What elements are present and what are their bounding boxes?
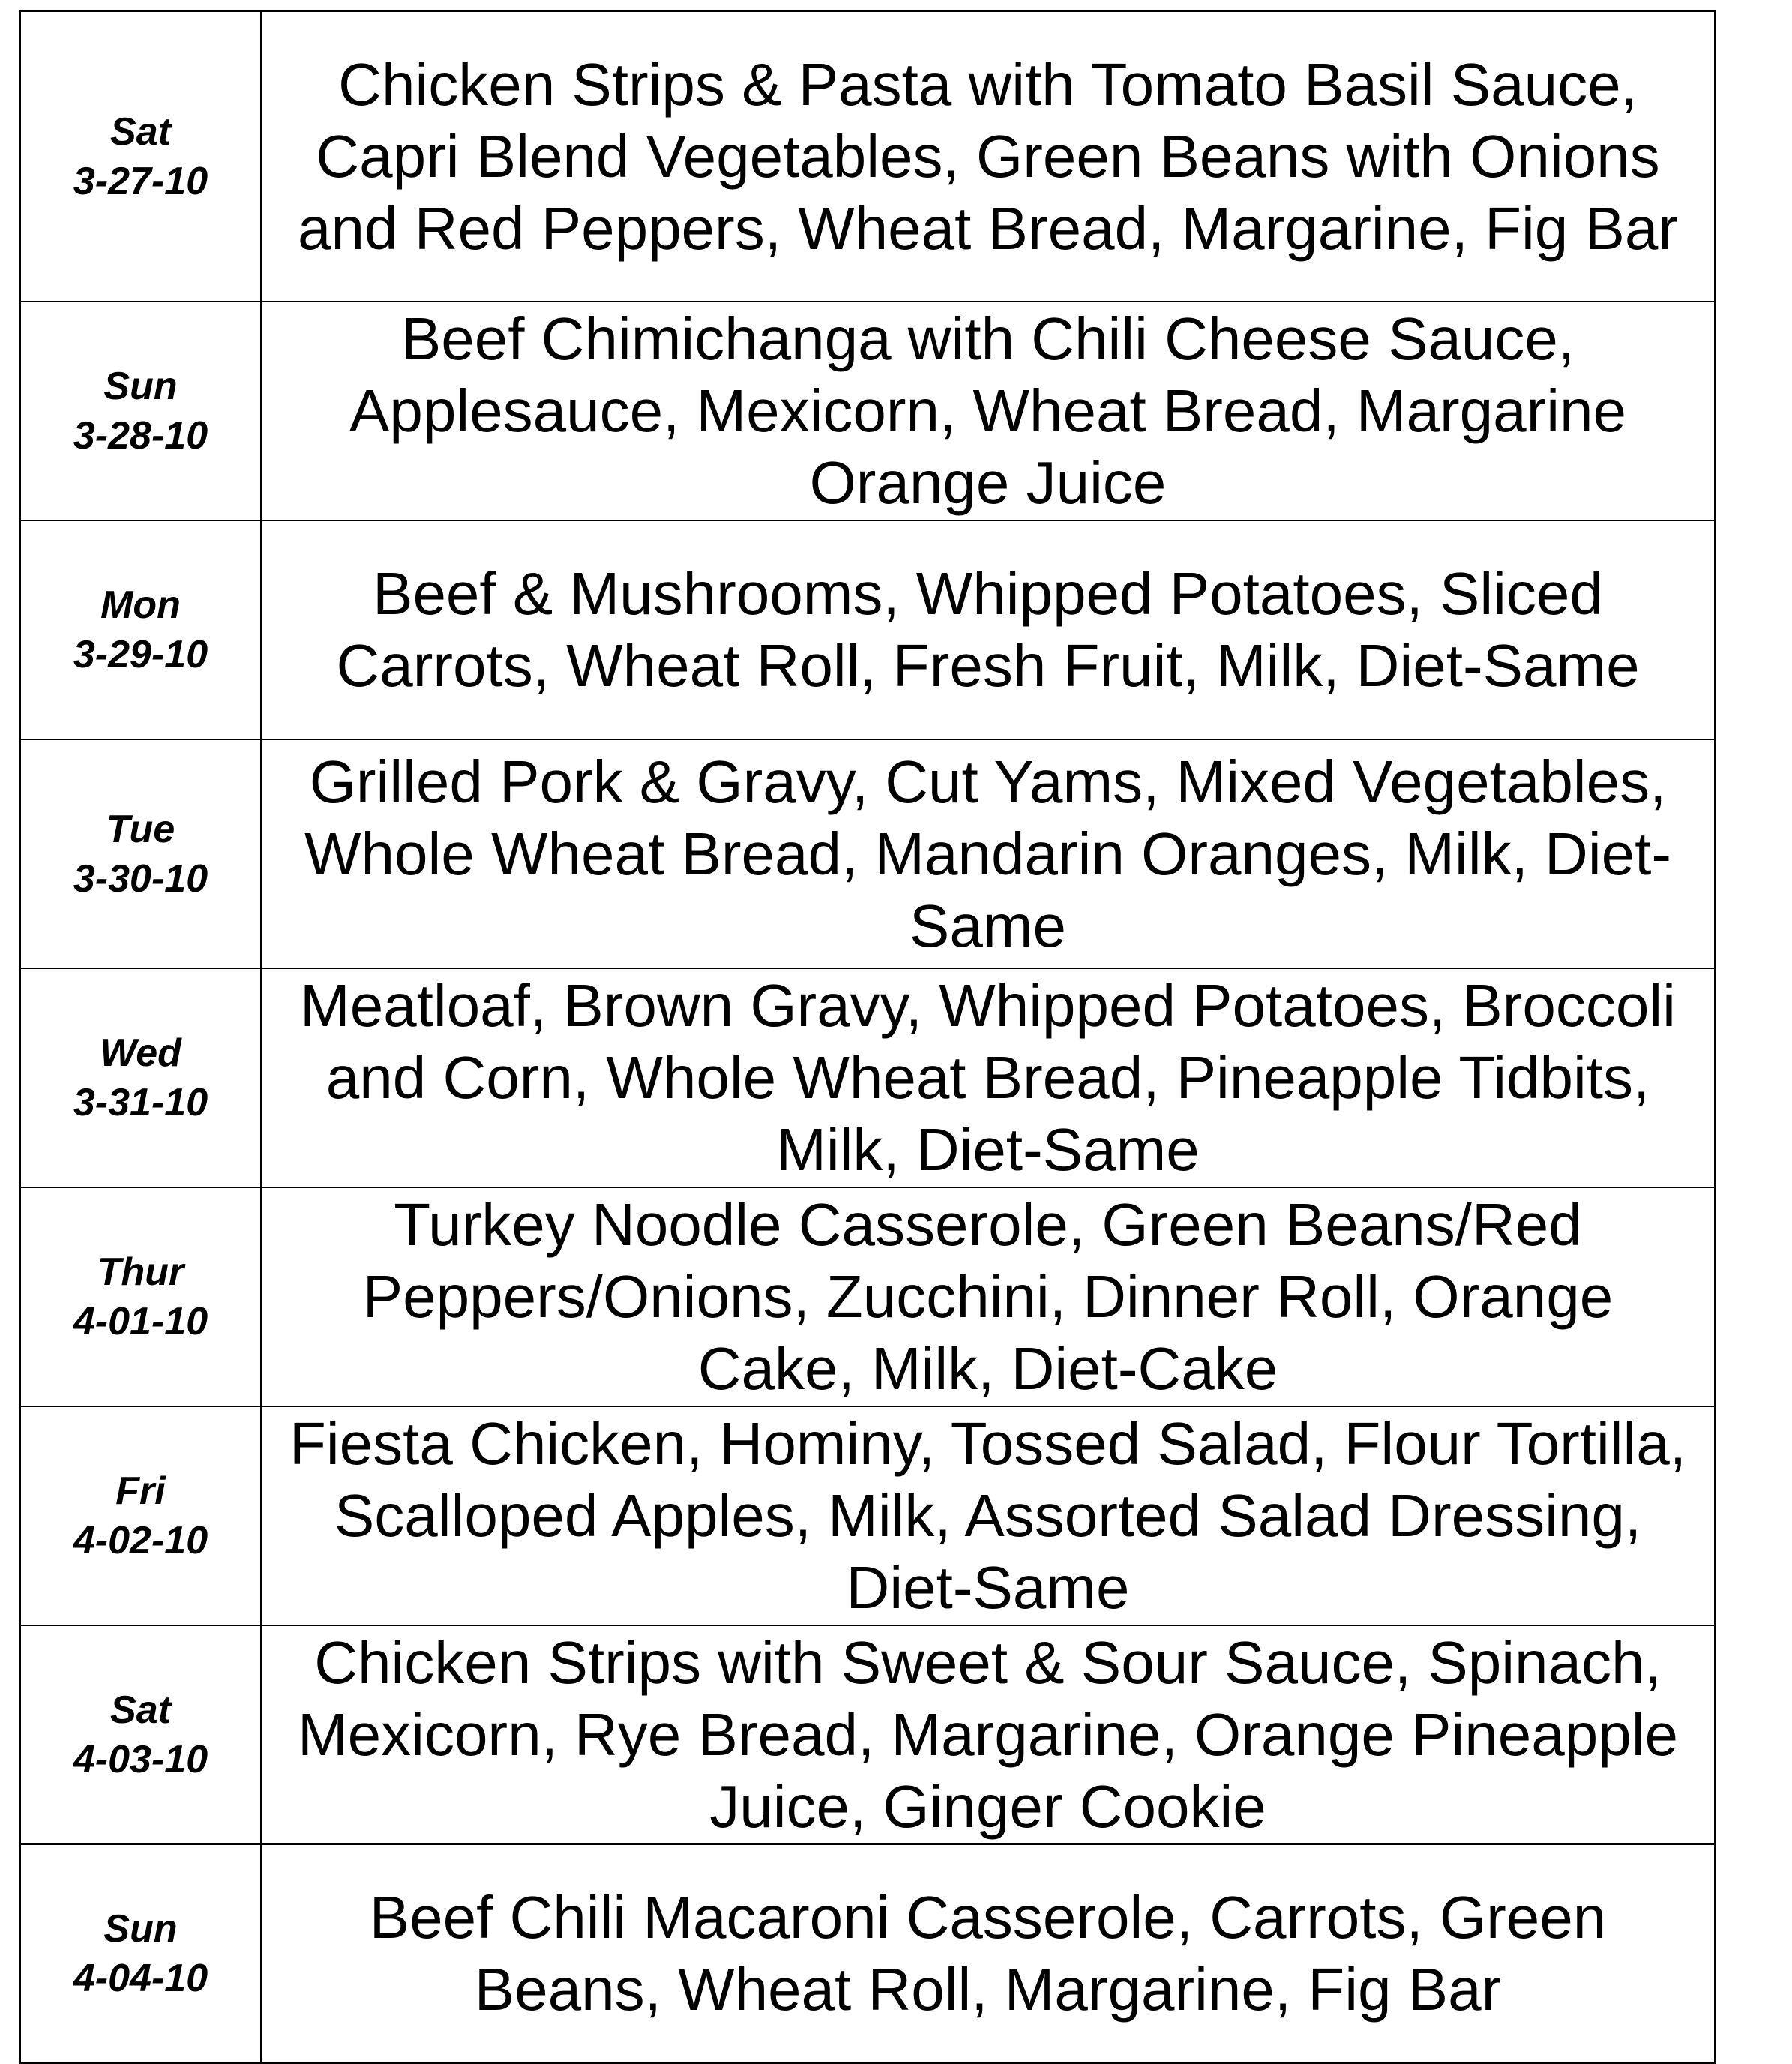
day-label: Thur [97, 1250, 184, 1294]
date-label: 4-01-10 [73, 1300, 208, 1343]
meal-cell [261, 1187, 1715, 1406]
meal-description: Beef Chimichanga with Chili Cheese Sauce, Applesauce, Mexicorn, Wheat Bread, Margarine Orange Juice [349, 305, 1627, 516]
table-row [20, 520, 1715, 740]
day-date-cell [20, 968, 261, 1187]
table-row [20, 1844, 1715, 2063]
day-date-cell [20, 1625, 261, 1844]
meal-cell [261, 740, 1715, 968]
day-label: Mon [100, 584, 181, 627]
table-row [20, 1625, 1715, 1844]
day-date-cell [20, 520, 261, 740]
meal-description: Turkey Noodle Casserole, Green Beans/Red Peppers/Onions, Zucchini, Dinner Roll, Orange Cake, Milk, Diet-Cake [362, 1191, 1614, 1402]
meal-description: Chicken Strips with Sweet & Sour Sauce, Spinach, Mexicorn, Rye Bread, Margarine, Orange Pineapple Juice, Ginger Cookie [298, 1629, 1678, 1840]
date-label: 4-03-10 [73, 1738, 208, 1781]
meal-description: Beef & Mushrooms, Whipped Potatoes, Sliced Carrots, Wheat Roll, Fresh Fruit, Milk, Diet-Same [336, 560, 1640, 699]
day-date-cell [20, 1406, 261, 1625]
date-label: 4-02-10 [73, 1519, 208, 1562]
day-label: Wed [100, 1031, 181, 1075]
day-date-cell [20, 1187, 261, 1406]
day-label: Sun [103, 364, 178, 408]
day-date-cell [20, 11, 261, 302]
day-date-cell [20, 740, 261, 968]
meal-cell [261, 1625, 1715, 1844]
table-row [20, 740, 1715, 968]
day-label: Fri [115, 1469, 166, 1513]
date-label: 3-30-10 [73, 856, 208, 901]
meal-menu-table [19, 10, 1716, 2064]
table-row [20, 302, 1715, 520]
day-date-cell [20, 1844, 261, 2063]
day-date-cell [20, 302, 261, 520]
table-row [20, 11, 1715, 302]
day-label: Sat [110, 1688, 171, 1732]
meal-description: Grilled Pork & Gravy, Cut Yams, Mixed Vegetables, Whole Wheat Bread, Mandarin Oranges, Milk, Diet-Same [304, 748, 1671, 959]
meal-cell [261, 302, 1715, 520]
date-label: 3-29-10 [73, 633, 208, 676]
table-row [20, 968, 1715, 1187]
meal-description: Fiesta Chicken, Hominy, Tossed Salad, Flour Tortilla, Scalloped Apples, Milk, Assorted Salad Dressing, Diet-Same [289, 1410, 1686, 1621]
meal-description: Beef Chili Macaroni Casserole, Carrots, Green Beans, Wheat Roll, Margarine, Fig Bar [369, 1884, 1607, 2023]
date-label: 3-27-10 [73, 159, 208, 203]
day-label: Sun [103, 1907, 178, 1951]
meal-cell [261, 11, 1715, 302]
date-label: 3-28-10 [73, 414, 208, 458]
date-label: 4-04-10 [73, 1957, 208, 2000]
meal-cell [261, 520, 1715, 740]
table-row [20, 1187, 1715, 1406]
meal-cell [261, 968, 1715, 1187]
day-label: Sat [110, 110, 171, 154]
meal-description: Chicken Strips & Pasta with Tomato Basil Sauce, Capri Blend Vegetables, Green Beans with Onions and Red Peppers, Wheat Bread, Margarine, Fig Bar [298, 50, 1678, 262]
meal-cell [261, 1406, 1715, 1625]
meal-cell [261, 1844, 1715, 2063]
table-row [20, 1406, 1715, 1625]
meal-description: Meatloaf, Brown Gravy, Whipped Potatoes, Broccoli and Corn, Whole Wheat Bread, Pineapple Tidbits, Milk, Diet-Same [300, 972, 1676, 1183]
day-label: Tue [106, 807, 175, 851]
date-label: 3-31-10 [73, 1081, 208, 1124]
